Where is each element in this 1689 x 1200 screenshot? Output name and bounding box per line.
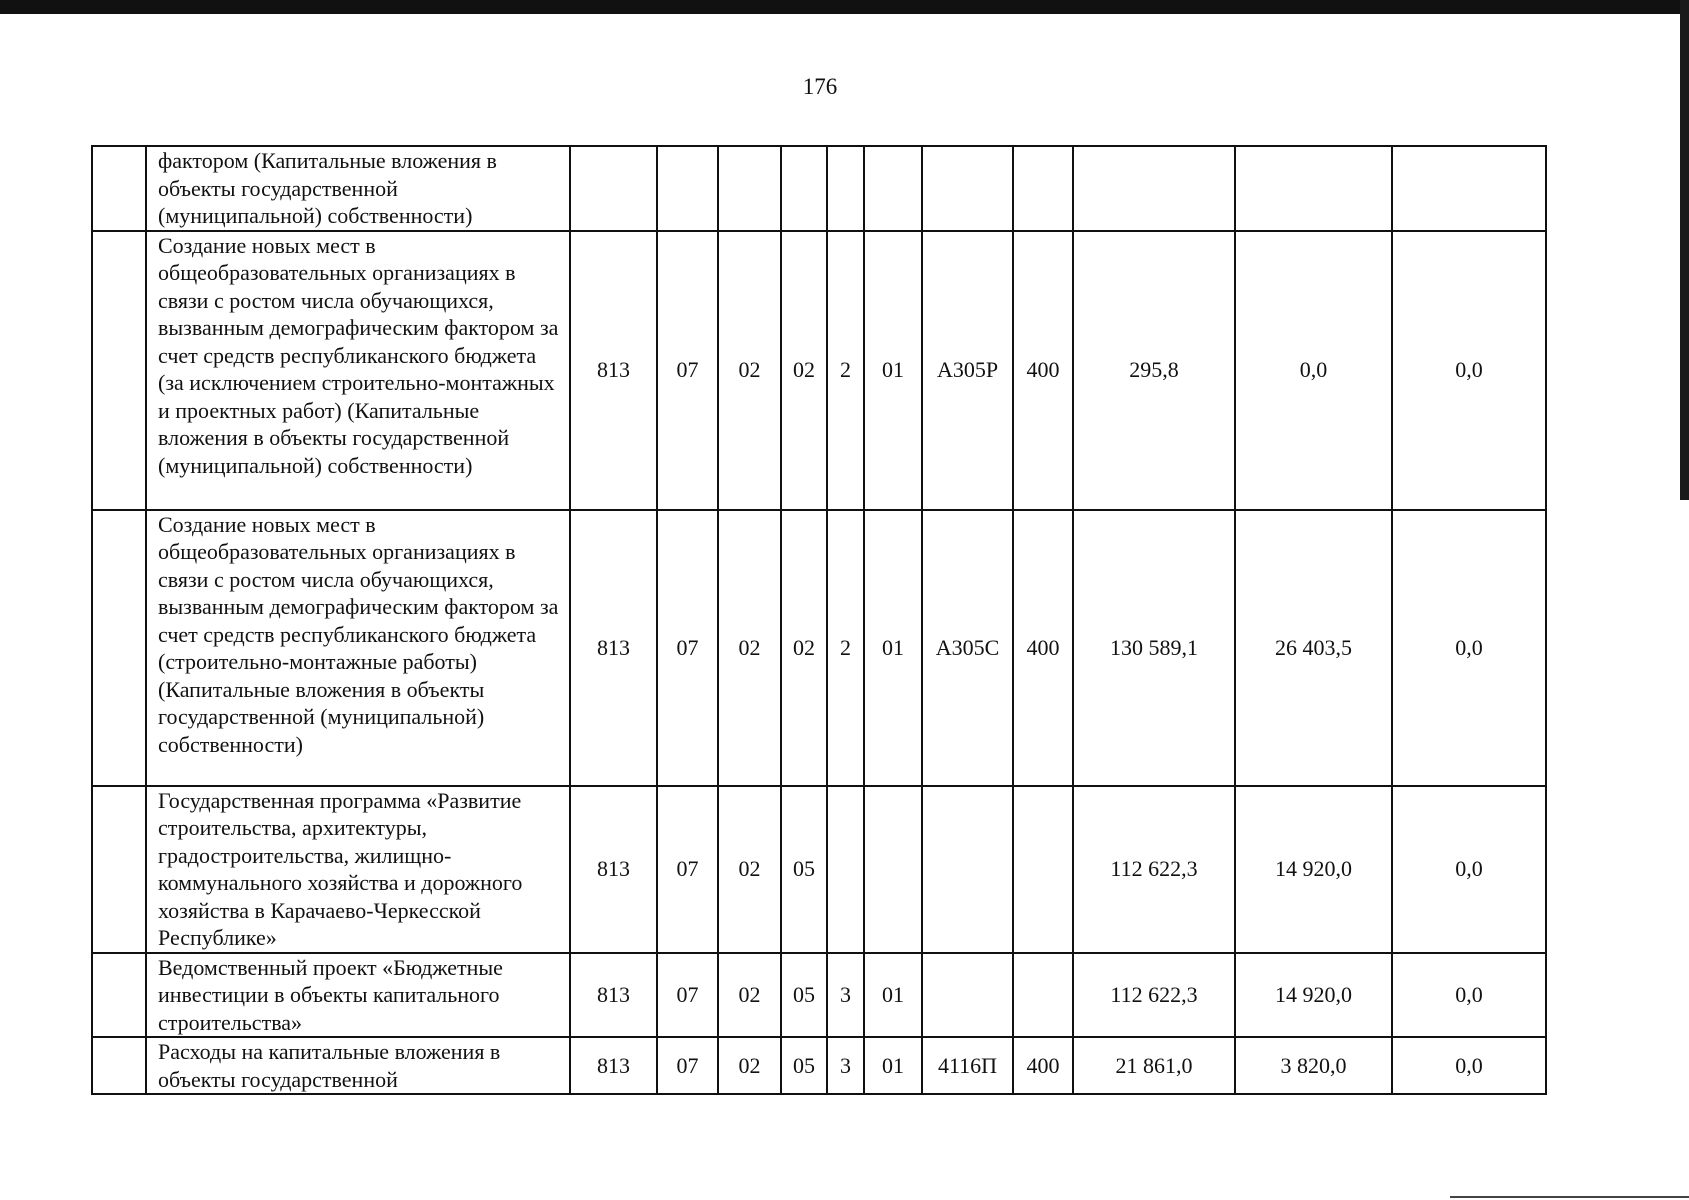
amount-2-cell: 14 920,0 <box>1235 953 1392 1038</box>
subprogram-type-cell <box>827 786 864 953</box>
table-row <box>92 510 1546 786</box>
amount-2-cell <box>1235 146 1392 231</box>
ministry-code-cell: 813 <box>570 1037 657 1094</box>
expense-type-cell <box>1013 786 1073 953</box>
ministry-code-cell: 813 <box>570 786 657 953</box>
table-row <box>92 953 1546 1038</box>
expense-type-cell: 400 <box>1013 1037 1073 1094</box>
amount-1-cell: 130 589,1 <box>1073 510 1235 786</box>
ministry-code-cell: 813 <box>570 510 657 786</box>
subprogram-code-cell: 01 <box>864 231 922 510</box>
row-index-cell <box>92 953 146 1038</box>
subprogram-type-cell: 3 <box>827 953 864 1038</box>
subprogram-code-cell <box>864 786 922 953</box>
program-code-cell: 02 <box>781 510 827 786</box>
subprogram-type-cell <box>827 146 864 231</box>
subprogram-code-cell: 01 <box>864 510 922 786</box>
section-code-cell: 07 <box>657 231 718 510</box>
amount-1-cell: 295,8 <box>1073 231 1235 510</box>
direction-code-cell: А305С <box>922 510 1013 786</box>
description-cell: фактором (Капитальные вложения в объекты государственной (муниципальной) собственности) <box>146 146 570 231</box>
amount-1-cell: 112 622,3 <box>1073 786 1235 953</box>
row-index-cell <box>92 146 146 231</box>
expense-type-cell: 400 <box>1013 231 1073 510</box>
amount-3-cell <box>1392 146 1546 231</box>
direction-code-cell: 4116П <box>922 1037 1013 1094</box>
subprogram-code-cell: 01 <box>864 953 922 1038</box>
budget-table <box>91 145 1547 1095</box>
description-cell: Создание новых мест в общеобразовательных организациях в связи с ростом числа обучающихся, вызванным демографическим фактором за счет средств республиканского бюджета (строительно-монтажные работы) (Капитальные вложения в объекты государственной (муниципальной) собственности) <box>146 510 570 786</box>
amount-1-cell: 21 861,0 <box>1073 1037 1235 1094</box>
direction-code-cell: А305Р <box>922 231 1013 510</box>
table-row <box>92 146 1546 231</box>
row-index-cell <box>92 786 146 953</box>
amount-3-cell: 0,0 <box>1392 1037 1546 1094</box>
section-code-cell: 07 <box>657 1037 718 1094</box>
description-cell: Создание новых мест в общеобразовательных организациях в связи с ростом числа обучающихся, вызванным демографическим фактором за счет средств республиканского бюджета (за исключением строительно-монтажных и проектных работ) (Капитальные вложения в объекты государственной (муниципальной) собственности) <box>146 231 570 510</box>
table-row <box>92 786 1546 953</box>
amount-3-cell: 0,0 <box>1392 786 1546 953</box>
subsection-code-cell: 02 <box>718 953 781 1038</box>
direction-code-cell <box>922 953 1013 1038</box>
row-index-cell <box>92 510 146 786</box>
description-cell: Государственная программа «Развитие строительства, архитектуры, градостроительства, жилищно-коммунального хозяйства и дорожного хозяйства в Карачаево-Черкесской Республике» <box>146 786 570 953</box>
subsection-code-cell <box>718 146 781 231</box>
expense-type-cell <box>1013 953 1073 1038</box>
scan-border-right <box>1680 0 1689 500</box>
scan-border-bottom <box>1450 1196 1689 1198</box>
subprogram-code-cell <box>864 146 922 231</box>
table-row <box>92 231 1546 510</box>
program-code-cell: 05 <box>781 953 827 1038</box>
direction-code-cell <box>922 786 1013 953</box>
amount-3-cell: 0,0 <box>1392 510 1546 786</box>
subsection-code-cell: 02 <box>718 231 781 510</box>
section-code-cell: 07 <box>657 786 718 953</box>
ministry-code-cell: 813 <box>570 231 657 510</box>
expense-type-cell <box>1013 146 1073 231</box>
program-code-cell: 05 <box>781 786 827 953</box>
description-cell: Ведомственный проект «Бюджетные инвестиции в объекты капитального строительства» <box>146 953 570 1038</box>
amount-2-cell: 14 920,0 <box>1235 786 1392 953</box>
subprogram-code-cell: 01 <box>864 1037 922 1094</box>
subprogram-type-cell: 2 <box>827 231 864 510</box>
subprogram-type-cell: 3 <box>827 1037 864 1094</box>
subsection-code-cell: 02 <box>718 786 781 953</box>
expense-type-cell: 400 <box>1013 510 1073 786</box>
ministry-code-cell <box>570 146 657 231</box>
row-index-cell <box>92 231 146 510</box>
page-number: 176 <box>802 74 838 99</box>
amount-1-cell: 112 622,3 <box>1073 953 1235 1038</box>
row-index-cell <box>92 1037 146 1094</box>
section-code-cell: 07 <box>657 510 718 786</box>
amount-1-cell <box>1073 146 1235 231</box>
table-row <box>92 1037 1546 1094</box>
direction-code-cell <box>922 146 1013 231</box>
amount-2-cell: 0,0 <box>1235 231 1392 510</box>
scan-border-top <box>0 0 1689 14</box>
amount-2-cell: 26 403,5 <box>1235 510 1392 786</box>
ministry-code-cell: 813 <box>570 953 657 1038</box>
amount-3-cell: 0,0 <box>1392 953 1546 1038</box>
amount-3-cell: 0,0 <box>1392 231 1546 510</box>
description-cell: Расходы на капитальные вложения в объекты государственной <box>146 1037 570 1094</box>
subsection-code-cell: 02 <box>718 510 781 786</box>
subprogram-type-cell: 2 <box>827 510 864 786</box>
program-code-cell: 05 <box>781 1037 827 1094</box>
subsection-code-cell: 02 <box>718 1037 781 1094</box>
section-code-cell <box>657 146 718 231</box>
amount-2-cell: 3 820,0 <box>1235 1037 1392 1094</box>
section-code-cell: 07 <box>657 953 718 1038</box>
program-code-cell <box>781 146 827 231</box>
program-code-cell: 02 <box>781 231 827 510</box>
